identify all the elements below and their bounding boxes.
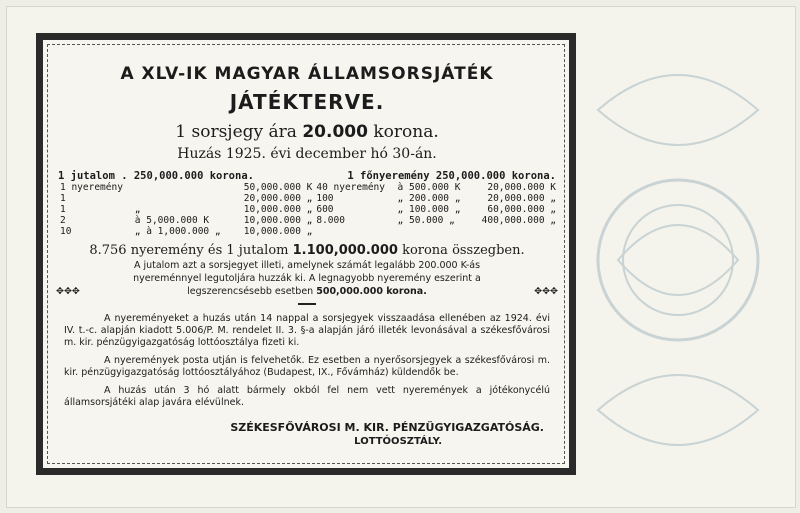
price-amount: 20.000 xyxy=(302,122,368,142)
prize-cell: 50,000.000 K xyxy=(243,182,313,193)
summary-amount: 1.100,000.000 xyxy=(292,243,398,258)
ticket-price xyxy=(52,122,562,142)
jackpot-line xyxy=(52,170,562,182)
divider xyxy=(298,303,316,305)
prize-table xyxy=(58,182,558,237)
prize-cell: 20,000.000 „ xyxy=(243,193,313,204)
prize-cell: 60,000.000 „ xyxy=(487,204,556,215)
signature-office: SZÉKESFŐVÁROSI M. KIR. PÉNZÜGYIGAZGATÓSÁG. xyxy=(230,421,544,434)
prize-cell: „ xyxy=(134,204,141,215)
prize-cell: 10 xyxy=(60,226,72,237)
prize-cell xyxy=(396,226,471,237)
prize-cell: „ à 1,000.000 „ xyxy=(134,226,221,237)
prize-cell xyxy=(133,193,233,204)
prize-cell: à 500.000 K xyxy=(397,182,461,193)
draw-date: Huzás 1925. évi december hó 30-án. xyxy=(177,146,437,162)
prize-cell: 100 xyxy=(316,193,334,204)
prize-row xyxy=(58,182,558,193)
background-ornament xyxy=(578,30,778,490)
rule-line-3-text xyxy=(187,286,427,297)
paragraph-payout-text: A nyereményeket a huzás után 14 nappal a sorsjegyek visszaadása ellenében az 1924. évi IV. t.-c. alapján kiadott 5.006/P. M. rendelet II. 3. §-a alapján járó illeték levonásával a székesfővárosi m. kir. pénzügyigazgatóság lottóosztálya fizeti ki. xyxy=(64,313,550,348)
prize-cell: „ 200.000 „ xyxy=(397,193,461,204)
prize-cell: 8.000 xyxy=(316,215,345,226)
prize-cell xyxy=(314,226,395,237)
prize-cell: 400,000.000 „ xyxy=(481,215,556,226)
prize-cell: 2 xyxy=(60,215,66,226)
jackpot-right: 1 főnyeremény 250,000.000 korona. xyxy=(347,170,556,182)
prize-row xyxy=(58,204,558,215)
prize-row xyxy=(58,215,558,226)
price-prefix: 1 sorsjegy ára xyxy=(175,122,297,142)
prize-cell xyxy=(470,226,558,237)
prize-cell xyxy=(133,182,233,193)
prize-cell: „ 50.000 „ xyxy=(397,215,455,226)
prize-row xyxy=(58,193,558,204)
rule-line-2: nyereménnyel legutoljára huzzák ki. A legnagyobb nyeremény eszerint a xyxy=(133,273,481,284)
prize-cell: „ 100.000 „ xyxy=(397,204,461,215)
ornament-right: ✥✥✥ xyxy=(534,286,558,297)
prize-row xyxy=(58,226,558,237)
paragraph-post xyxy=(52,355,562,379)
signature-department: LOTTÓOSZTÁLY. xyxy=(354,436,442,447)
jackpot-left: 1 jutalom . 250,000.000 korona. xyxy=(58,170,254,182)
prize-cell: 1 xyxy=(60,193,66,204)
prize-cell: 1 xyxy=(60,204,66,215)
prize-cell: 600 xyxy=(316,204,334,215)
paragraph-payout xyxy=(52,313,562,349)
lottery-subtitle: JÁTÉKTERVE. xyxy=(229,90,385,114)
prize-cell: 10,000.000 „ xyxy=(243,204,313,215)
paragraph-post-text: A nyeremények posta utján is felvehetők. Ez esetben a nyerősorsjegyek a székesfővárosi m. kir. pénzügyigazgatóság lottóosztályához (Budapest, IX., Fővámház) küldendők be. xyxy=(64,355,550,378)
prize-cell: 10,000.000 „ xyxy=(243,215,313,226)
prize-cell: 10,000.000 „ xyxy=(243,226,313,237)
summary-suffix: korona összegben. xyxy=(402,243,525,258)
prize-cell: 40 nyeremény xyxy=(316,182,385,193)
rule-line-3-amount: 500,000.000 korona. xyxy=(316,286,427,297)
prize-cell: 1 nyeremény xyxy=(60,182,123,193)
rule-line-1: A jutalom azt a sorsjegyet illeti, amelynek számát legalább 200.000 K-ás xyxy=(133,260,481,271)
prize-cell: 20,000.000 „ xyxy=(487,193,556,204)
paragraph-expiry xyxy=(52,385,562,409)
rule-line-3-prefix: legszerencsésebb esetben xyxy=(187,286,314,297)
prize-cell: 20,000.000 K xyxy=(487,182,556,193)
ticket-content xyxy=(52,44,562,447)
prize-summary xyxy=(52,243,562,258)
price-unit: korona. xyxy=(373,122,439,142)
summary-prefix: 8.756 nyeremény és 1 jutalom xyxy=(89,243,289,258)
ornament-left: ✥✥✥ xyxy=(56,286,80,297)
rule-line-3 xyxy=(52,286,562,297)
prize-cell: à 5,000.000 K xyxy=(134,215,210,226)
lottery-title: A XLV-IK MAGYAR ÁLLAMSORSJÁTÉK xyxy=(120,64,494,84)
paragraph-expiry-text: A huzás után 3 hó alatt bármely okból fel nem vett nyeremények a jótékonycélú államsorsjátéki alap javára elévülnek. xyxy=(64,385,550,408)
